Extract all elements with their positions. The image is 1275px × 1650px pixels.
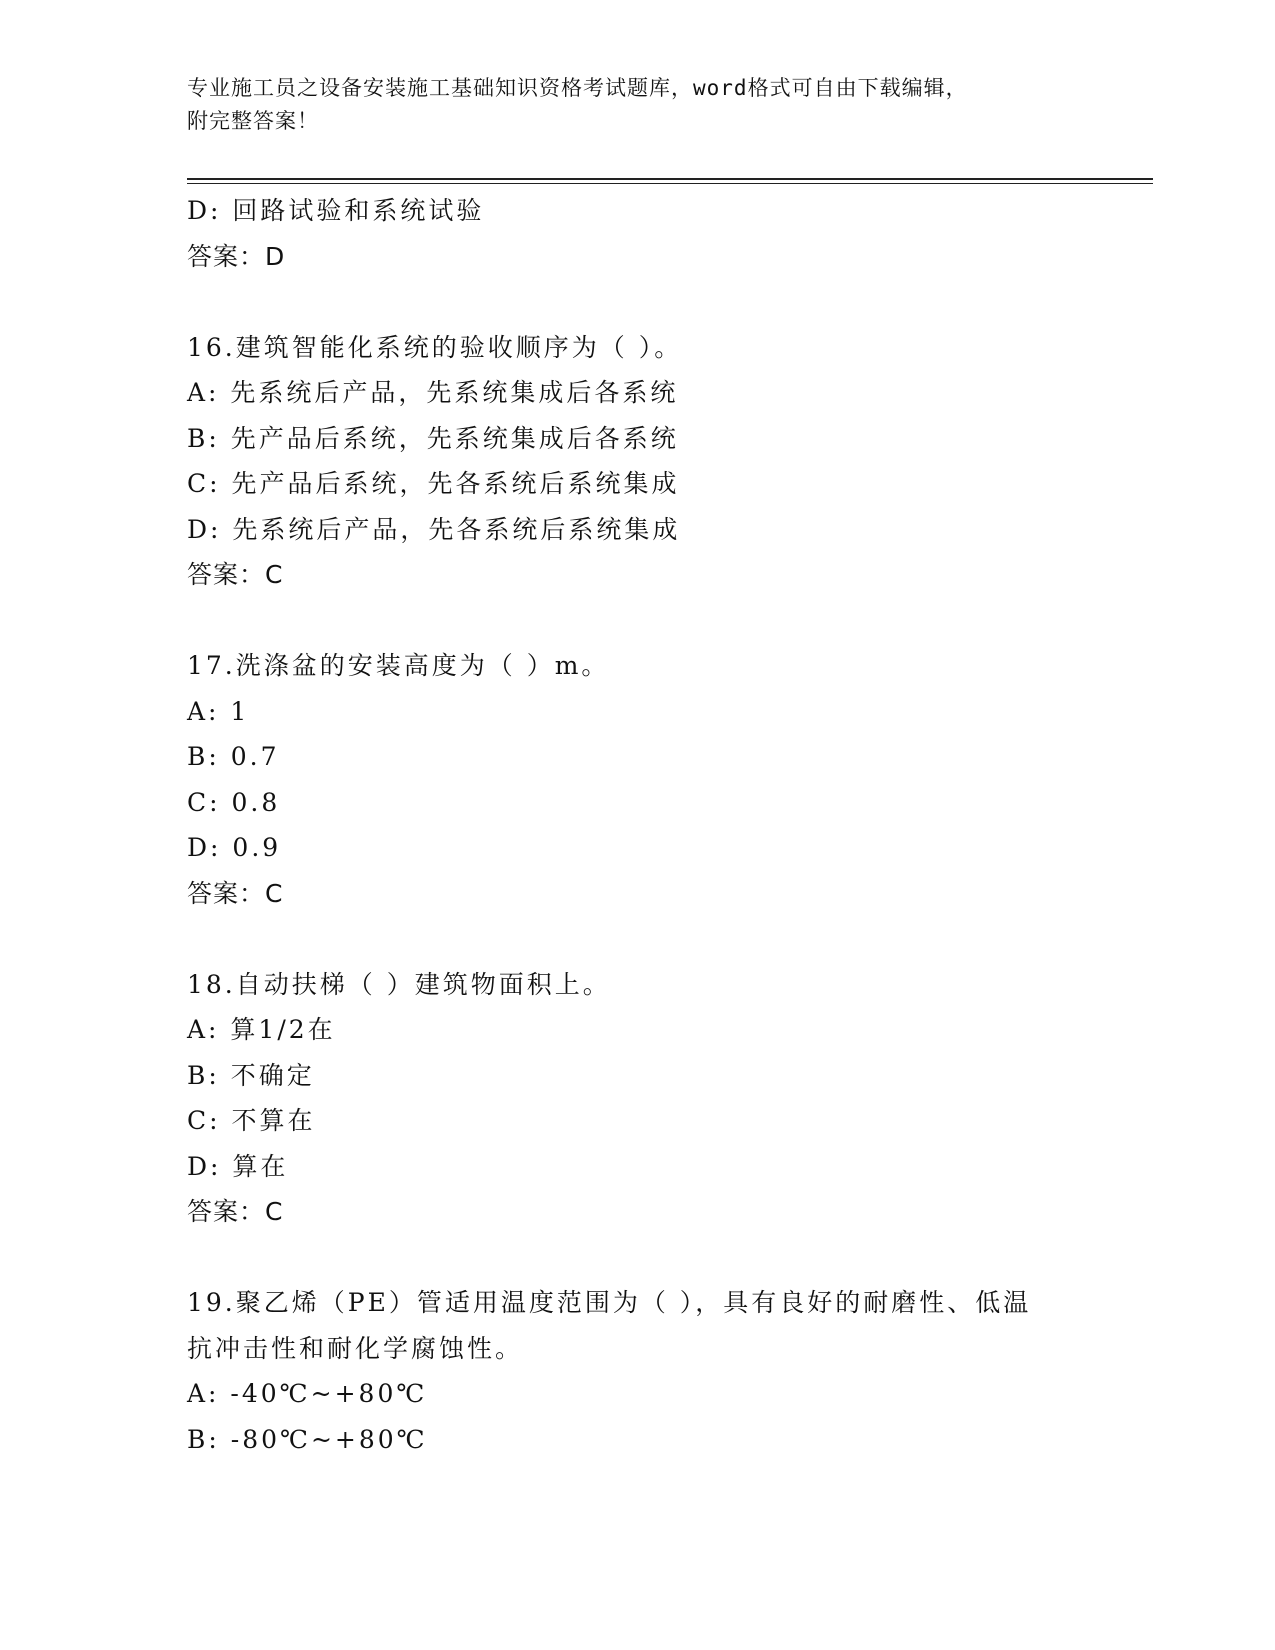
option-d: D: 先系统后产品，先各系统后系统集成 bbox=[187, 514, 681, 544]
option-a: A: 先系统后产品，先系统集成后各系统 bbox=[187, 378, 679, 407]
option-c: C: 0.8 bbox=[187, 787, 281, 817]
header-divider bbox=[187, 178, 1153, 180]
previous-question-tail bbox=[187, 188, 1147, 279]
question-content bbox=[187, 188, 1147, 1462]
answer-line: 答案：C bbox=[187, 878, 284, 908]
question-stem-line-2: 抗冲击性和耐化学腐蚀性。 bbox=[187, 1333, 524, 1363]
spacer bbox=[187, 916, 1147, 962]
option-a: A: 算1/2在 bbox=[187, 1015, 336, 1044]
question-stem: 18.自动扶梯（ ）建筑物面积上。 bbox=[187, 969, 611, 999]
spacer bbox=[187, 1235, 1147, 1281]
question-18 bbox=[187, 962, 1147, 1235]
question-16 bbox=[187, 325, 1147, 598]
option-b: B: 不确定 bbox=[187, 1060, 315, 1090]
option-d: D: 回路试验和系统试验 bbox=[187, 196, 485, 225]
option-c: C: 先产品后系统，先各系统后系统集成 bbox=[187, 469, 680, 498]
header-divider-thin bbox=[187, 183, 1153, 184]
option-a: A: 1 bbox=[187, 696, 250, 726]
spacer bbox=[187, 598, 1147, 644]
answer-line: 答案：C bbox=[187, 560, 284, 589]
answer-line: 答案：D bbox=[187, 241, 286, 271]
spacer bbox=[187, 279, 1147, 325]
header-title-line-1: 专业施工员之设备安装施工基础知识资格考试题库，word格式可自由下载编辑， bbox=[187, 76, 968, 100]
question-17 bbox=[187, 643, 1147, 916]
option-d: D: 0.9 bbox=[187, 833, 282, 862]
option-b: B: 0.7 bbox=[187, 742, 280, 771]
header-title-line-2: 附完整答案！ bbox=[187, 109, 319, 133]
question-stem: 16.建筑智能化系统的验收顺序为（ ）。 bbox=[187, 332, 683, 362]
option-b: B: 先产品后系统，先系统集成后各系统 bbox=[187, 423, 679, 453]
option-a: A: -40℃~+80℃ bbox=[187, 1379, 428, 1408]
answer-line: 答案：C bbox=[187, 1197, 284, 1226]
option-b: B: -80℃~+80℃ bbox=[187, 1424, 428, 1454]
option-c: C: 不算在 bbox=[187, 1106, 316, 1135]
page-header bbox=[187, 72, 1087, 138]
option-d: D: 算在 bbox=[187, 1151, 289, 1181]
question-stem: 17.洗涤盆的安装高度为（ ）m。 bbox=[187, 651, 610, 680]
question-stem-line-1: 19.聚乙烯（PE）管适用温度范围为（ ），具有良好的耐磨性、低温 bbox=[187, 1288, 1032, 1317]
question-19 bbox=[187, 1280, 1147, 1462]
